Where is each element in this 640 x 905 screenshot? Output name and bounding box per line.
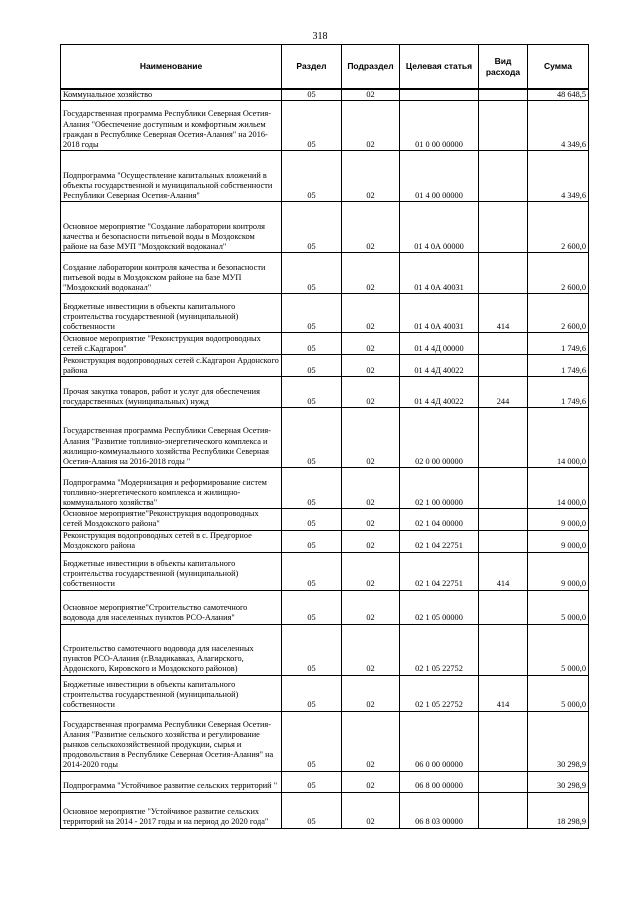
row-section: 05 [282, 202, 342, 253]
row-sum: 2 600,0 [528, 294, 589, 333]
table-row [61, 408, 589, 468]
row-section: 05 [282, 509, 342, 530]
row-expense-type: 414 [479, 294, 528, 333]
row-subsection: 02 [342, 530, 400, 552]
page-number: 318 [312, 31, 328, 42]
row-target: 06 8 03 00000 [400, 792, 479, 828]
header-row [61, 45, 589, 90]
row-expense-type [479, 151, 528, 202]
header-target: Целевая статья [400, 45, 479, 90]
row-target: 01 4 4Д 00000 [400, 333, 479, 355]
row-name: Подпрограмма "Осуществление капитальных вложений в объекты государственной и муниципальной собственности Республики Северная Осетия-Алания" [61, 151, 282, 202]
row-sum: 9 000,0 [528, 530, 589, 552]
row-subsection: 02 [342, 711, 400, 771]
row-name: Строительство самотечного водовода для населенных пунктов РСО-Алания (г.Владикавказ, Алагирского, Ардонского, Кировского и Моздокского районов) [61, 624, 282, 675]
table-row [61, 792, 589, 828]
row-subsection: 02 [342, 89, 400, 101]
row-name: Государственная программа Республики Северная Осетия-Алания "Обеспечение доступным и комфортным жильем граждан в Республике Северная Осетия-Алания" на 2016-2018 годы [61, 101, 282, 151]
row-sum: 5 000,0 [528, 675, 589, 711]
row-section: 05 [282, 624, 342, 675]
row-target: 02 1 05 22752 [400, 624, 479, 675]
row-target: 01 4 0А 40031 [400, 253, 479, 294]
row-sum: 14 000,0 [528, 468, 589, 509]
table-row [61, 675, 589, 711]
row-sum: 5 000,0 [528, 590, 589, 624]
table-row [61, 377, 589, 408]
row-name: Государственная программа Республики Северная Осетия-Алания "Развитие топливно-энергетического комплекса и жилищно-коммунального хозяйства Республики Северная Осетия-Алания на 2016-2018 годы " [61, 408, 282, 468]
row-sum: 1 749,6 [528, 355, 589, 377]
table-row [61, 624, 589, 675]
table-row [61, 253, 589, 294]
table-row [61, 89, 589, 101]
row-subsection: 02 [342, 253, 400, 294]
row-name: Бюджетные инвестиции в объекты капитального строительства государственной (муниципальной) собственности [61, 294, 282, 333]
row-expense-type [479, 771, 528, 792]
row-section: 05 [282, 89, 342, 101]
row-name: Основное мероприятие"Реконструкция водопроводных сетей Моздокского района" [61, 509, 282, 530]
row-expense-type [479, 792, 528, 828]
row-section: 05 [282, 530, 342, 552]
row-section: 05 [282, 792, 342, 828]
row-sum: 4 349,6 [528, 151, 589, 202]
row-expense-type [479, 101, 528, 151]
row-subsection: 02 [342, 771, 400, 792]
table-row [61, 711, 589, 771]
row-name: Основное мероприятие "Реконструкция водопроводных сетей с.Кадгарон" [61, 333, 282, 355]
row-expense-type [479, 408, 528, 468]
row-expense-type [479, 530, 528, 552]
row-target: 02 1 04 22751 [400, 530, 479, 552]
row-expense-type [479, 711, 528, 771]
row-sum: 2 600,0 [528, 253, 589, 294]
row-sum: 18 298,9 [528, 792, 589, 828]
row-subsection: 02 [342, 294, 400, 333]
row-expense-type: 414 [479, 552, 528, 590]
row-section: 05 [282, 408, 342, 468]
row-subsection: 02 [342, 101, 400, 151]
table-row [61, 509, 589, 530]
row-section: 05 [282, 552, 342, 590]
row-sum: 9 000,0 [528, 509, 589, 530]
row-name: Государственная программа Республики Северная Осетия-Алания "Развитие сельского хозяйства и регулирование рынков сельскохозяйственной продукции, сырья и продовольствия в Республике Северная Осетия-Алания" на 2014-2020 годы [61, 711, 282, 771]
row-name: Основное мероприятие "Устойчивое развитие сельских территорий на 2014 - 2017 годы и на период до 2020 года" [61, 792, 282, 828]
row-target: 02 0 00 00000 [400, 408, 479, 468]
row-target: 01 4 00 00000 [400, 151, 479, 202]
row-sum: 48 648,5 [528, 89, 589, 101]
table-row [61, 530, 589, 552]
row-section: 05 [282, 711, 342, 771]
row-expense-type [479, 253, 528, 294]
row-target: 02 1 05 00000 [400, 590, 479, 624]
row-sum: 30 298,9 [528, 711, 589, 771]
table-row [61, 294, 589, 333]
table-row [61, 590, 589, 624]
row-target: 01 4 4Д 40022 [400, 377, 479, 408]
row-section: 05 [282, 468, 342, 509]
row-name: Прочая закупка товаров, работ и услуг для обеспечения государственных (муниципальных) нужд [61, 377, 282, 408]
row-subsection: 02 [342, 590, 400, 624]
row-section: 05 [282, 675, 342, 711]
row-target: 01 0 00 00000 [400, 101, 479, 151]
table-row [61, 202, 589, 253]
row-target: 06 0 00 00000 [400, 711, 479, 771]
row-name: Основное мероприятие "Создание лаборатории контроля качества и безопасности питьевой воды в Моздокском районе на базе МУП "Моздокский водоканал" [61, 202, 282, 253]
row-subsection: 02 [342, 333, 400, 355]
row-sum: 4 349,6 [528, 101, 589, 151]
budget-table [60, 44, 589, 829]
row-expense-type [479, 509, 528, 530]
row-subsection: 02 [342, 792, 400, 828]
row-section: 05 [282, 355, 342, 377]
header-sum: Сумма [528, 45, 589, 90]
row-target [400, 89, 479, 101]
row-target: 01 4 0А 00000 [400, 202, 479, 253]
header-name: Наименование [61, 45, 282, 90]
row-expense-type: 244 [479, 377, 528, 408]
row-expense-type [479, 468, 528, 509]
row-subsection: 02 [342, 468, 400, 509]
row-name: Подпрограмма "Модернизация и реформирование систем топливно-энергетического комплекса и жилищно-коммунального хозяйства" [61, 468, 282, 509]
table-row [61, 771, 589, 792]
row-name: Создание лаборатории контроля качества и безопасности питьевой воды в Моздокском районе на базе МУП "Моздокский водоканал" [61, 253, 282, 294]
row-expense-type [479, 355, 528, 377]
row-sum: 5 000,0 [528, 624, 589, 675]
row-name: Реконструкция водопроводных сетей с.Кадгарон Ардонского района [61, 355, 282, 377]
row-sum: 2 600,0 [528, 202, 589, 253]
row-subsection: 02 [342, 509, 400, 530]
row-section: 05 [282, 253, 342, 294]
row-target: 02 1 05 22752 [400, 675, 479, 711]
row-target: 02 1 04 22751 [400, 552, 479, 590]
row-section: 05 [282, 590, 342, 624]
row-subsection: 02 [342, 552, 400, 590]
row-section: 05 [282, 377, 342, 408]
row-name: Бюджетные инвестиции в объекты капитального строительства государственной (муниципальной) собственности [61, 675, 282, 711]
row-expense-type [479, 333, 528, 355]
row-name: Бюджетные инвестиции в объекты капитального строительства государственной (муниципальной) собственности [61, 552, 282, 590]
row-section: 05 [282, 771, 342, 792]
row-subsection: 02 [342, 675, 400, 711]
row-name: Основное мероприятие"Строительство самотечного водовода для населенных пунктов РСО-Алания" [61, 590, 282, 624]
row-expense-type [479, 89, 528, 101]
row-target: 02 1 04 00000 [400, 509, 479, 530]
row-subsection: 02 [342, 355, 400, 377]
table-row [61, 101, 589, 151]
header-subsection: Подраздел [342, 45, 400, 90]
row-subsection: 02 [342, 624, 400, 675]
row-section: 05 [282, 333, 342, 355]
row-subsection: 02 [342, 377, 400, 408]
row-name: Подпрограмма "Устойчивое развитие сельских территорий " [61, 771, 282, 792]
header-expense-type: Вид расхода [479, 45, 528, 90]
row-name: Реконструкция водопроводных сетей в с. Предгорное Моздокского района [61, 530, 282, 552]
row-sum: 1 749,6 [528, 333, 589, 355]
row-subsection: 02 [342, 408, 400, 468]
row-subsection: 02 [342, 202, 400, 253]
header-section: Раздел [282, 45, 342, 90]
table-row [61, 552, 589, 590]
row-name: Коммунальное хозяйство [61, 89, 282, 101]
row-section: 05 [282, 294, 342, 333]
table-row [61, 151, 589, 202]
table-row [61, 333, 589, 355]
row-section: 05 [282, 151, 342, 202]
table-row [61, 468, 589, 509]
row-sum: 14 000,0 [528, 408, 589, 468]
row-sum: 9 000,0 [528, 552, 589, 590]
row-target: 06 8 00 00000 [400, 771, 479, 792]
row-target: 02 1 00 00000 [400, 468, 479, 509]
row-target: 01 4 4Д 40022 [400, 355, 479, 377]
table-row [61, 355, 589, 377]
row-expense-type [479, 624, 528, 675]
row-expense-type [479, 590, 528, 624]
row-sum: 1 749,6 [528, 377, 589, 408]
row-expense-type [479, 202, 528, 253]
row-target: 01 4 0А 40031 [400, 294, 479, 333]
row-section: 05 [282, 101, 342, 151]
row-subsection: 02 [342, 151, 400, 202]
row-expense-type: 414 [479, 675, 528, 711]
row-sum: 30 298,9 [528, 771, 589, 792]
